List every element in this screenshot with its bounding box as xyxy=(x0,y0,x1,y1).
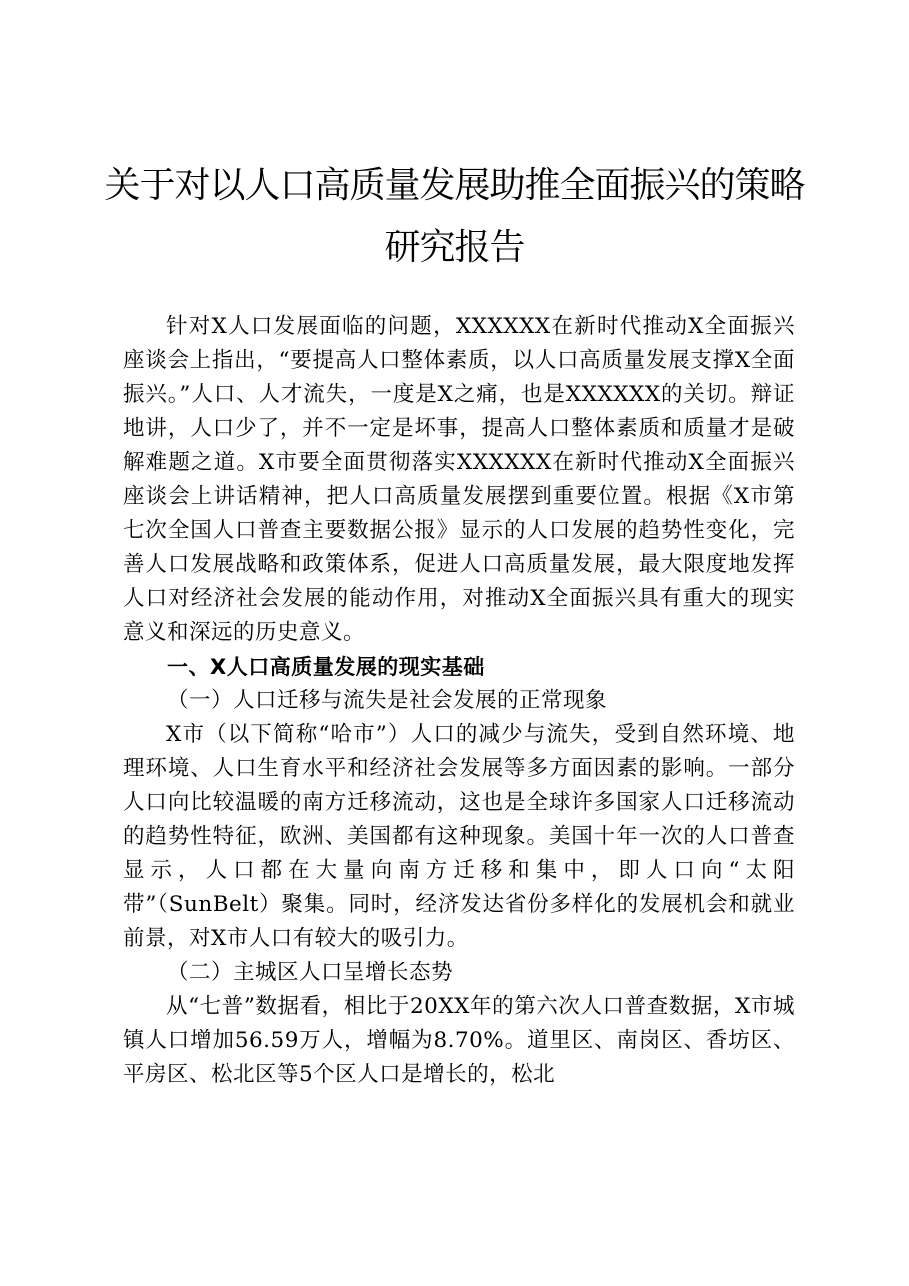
section-heading-1: 一、X人口高质量发展的现实基础 xyxy=(167,655,485,679)
subsection-heading-2: （二）主城区人口呈增长态势 xyxy=(167,960,454,985)
paragraph-urban-growth: 从“七普”数据看，相比于20XX年的第六次人口普查数据，X市城镇人口增加56.59万人，增幅为8.70%。道里区、南岗区、香坊区、平房区、松北区等5个区人口是增长的，松北 xyxy=(123,994,795,1087)
document-title-line1: 关于对以人口高质量发展助推全面振兴的策略 xyxy=(104,165,805,206)
paragraph-migration: X市（以下简称“哈市”）人口的减少与流失，受到自然环境、地理环境、人口生育水平和经济社会发展等多方面因素的影响。一部分人口向比较温暖的南方迁移流动，这也是全球许多国家人口迁移流动的趋势性特征，欧洲、美国都有这种现象。美国十年一次的人口普查显示，人口都在大量向南方迁移和集中，即人口向“太阳带”（SunBelt）聚集。同时，经济发达省份多样化的发展机会和就业前景，对X市人口有较大的吸引力。 xyxy=(123,722,795,951)
document-body xyxy=(123,310,795,1092)
document-title-line2: 研究报告 xyxy=(384,227,525,268)
paragraph-intro: 针对X人口发展面临的问题，XXXXXX在新时代推动X全面振兴座谈会上指出，“要提高人口整体素质，以人口高质量发展支撑X全面振兴。”人口、人才流失，一度是X之痛，也是XXXXXX的关切。辩证地讲，人口少了，并不一定是坏事，提高人口整体素质和质量才是破解难题之道。X市要全面贯彻落实XXXXXX在新时代推动X全面振兴座谈会上讲话精神，把人口高质量发展摆到重要位置。根据《X市第七次全国人口普查主要数据公报》显示的人口发展的趋势性变化，完善人口发展战略和政策体系，促进人口高质量发展，最大限度地发挥人口对经济社会发展的能动作用，对推动X全面振兴具有重大的现实意义和深远的历史意义。 xyxy=(123,314,795,645)
subsection-heading-1: （一）人口迁移与流失是社会发展的正常现象 xyxy=(167,688,608,713)
